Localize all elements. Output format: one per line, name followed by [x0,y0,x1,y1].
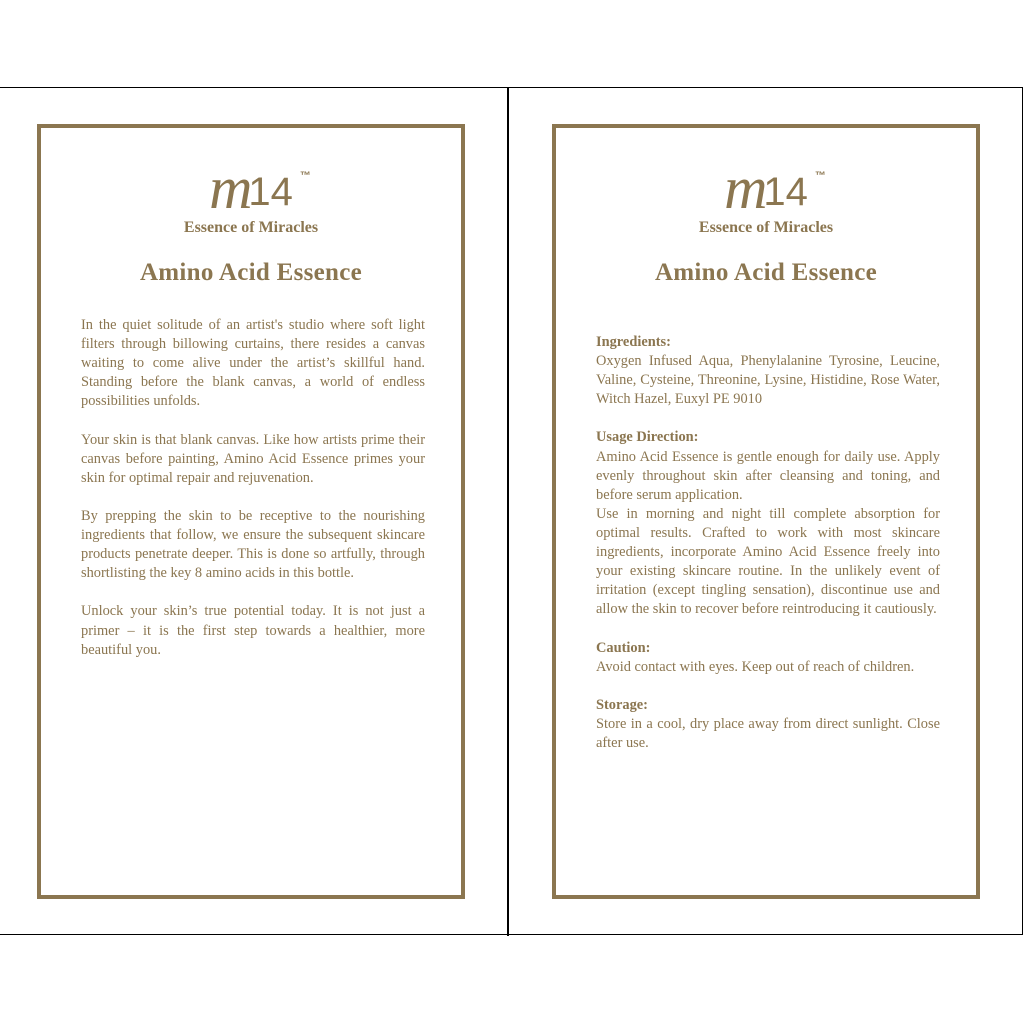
usage-text: Use in morning and night till complete absorption for optimal results. Crafted to work with most skincare ingredients, incorporate Amino Acid Essence freely into your existing skincare routine. In the unlikely event of irritation (except tingling sensation), discontinue use and allow the skin to recover before reintroducing it cautiously. [596,505,940,618]
usage-text: Amino Acid Essence is gentle enough for daily use. Apply evenly throughout skin after cleansing and toning, and before serum application. [596,448,940,503]
brand-block [41,155,461,238]
logo-number: 14 [248,170,293,214]
description-paragraph: In the quiet solitude of an artist's studio where soft light filters through billowing curtains, there resides a canvas waiting to come alive under the artist’s skillful hand. Standing before the blank canvas, a world of endless possibilities unfolds. [81,317,425,410]
storage-section [596,696,940,753]
brand-tagline: Essence of Miracles [698,219,834,236]
caution-heading: Caution: [596,639,651,656]
ingredients-section [596,333,940,409]
usage-section [596,428,940,619]
m14-logo [209,155,311,221]
caution-text: Avoid contact with eyes. Keep out of reach of children. [596,658,915,675]
description-paragraph: Your skin is that blank canvas. Like how artists prime their canvas before painting, Amino Acid Essence primes your skin for optimal repair and rejuvenation. [81,431,425,486]
front-description [81,316,425,679]
trademark-symbol: ™ [299,170,311,182]
sheet-divider [507,87,509,936]
label-panel-front [37,124,465,899]
m14-logo [724,155,826,221]
brand-tagline: Essence of Miracles [183,219,319,236]
logo-number: 14 [763,170,808,214]
product-title: Amino Acid Essence [654,259,878,286]
label-panel-back [552,124,980,899]
brand-block [556,155,976,238]
logo-letter: m [209,155,249,221]
ingredients-text: Oxygen Infused Aqua, Phenylalanine Tyrosine, Leucine, Valine, Cysteine, Threonine, Lysine, Histidine, Rose Water, Witch Hazel, Euxyl PE 9010 [596,353,940,408]
back-details [596,333,940,772]
storage-text: Store in a cool, dry place away from direct sunlight. Close after use. [596,715,940,751]
trademark-symbol: ™ [814,170,826,182]
description-paragraph: By prepping the skin to be receptive to the nourishing ingredients that follow, we ensure the subsequent skincare products penetrate deeper. This is done so artfully, through shortlisting the key 8 amino acids in this bottle. [81,507,425,582]
ingredients-heading: Ingredients: [596,334,671,350]
product-title: Amino Acid Essence [139,259,363,286]
logo-letter: m [724,155,764,221]
storage-heading: Storage: [596,696,648,713]
usage-heading: Usage Direction: [596,429,699,446]
caution-section [596,639,940,677]
description-paragraph: Unlock your skin’s true potential today. It is not just a primer – it is the first step towards a healthier, more beautiful you. [81,603,425,658]
